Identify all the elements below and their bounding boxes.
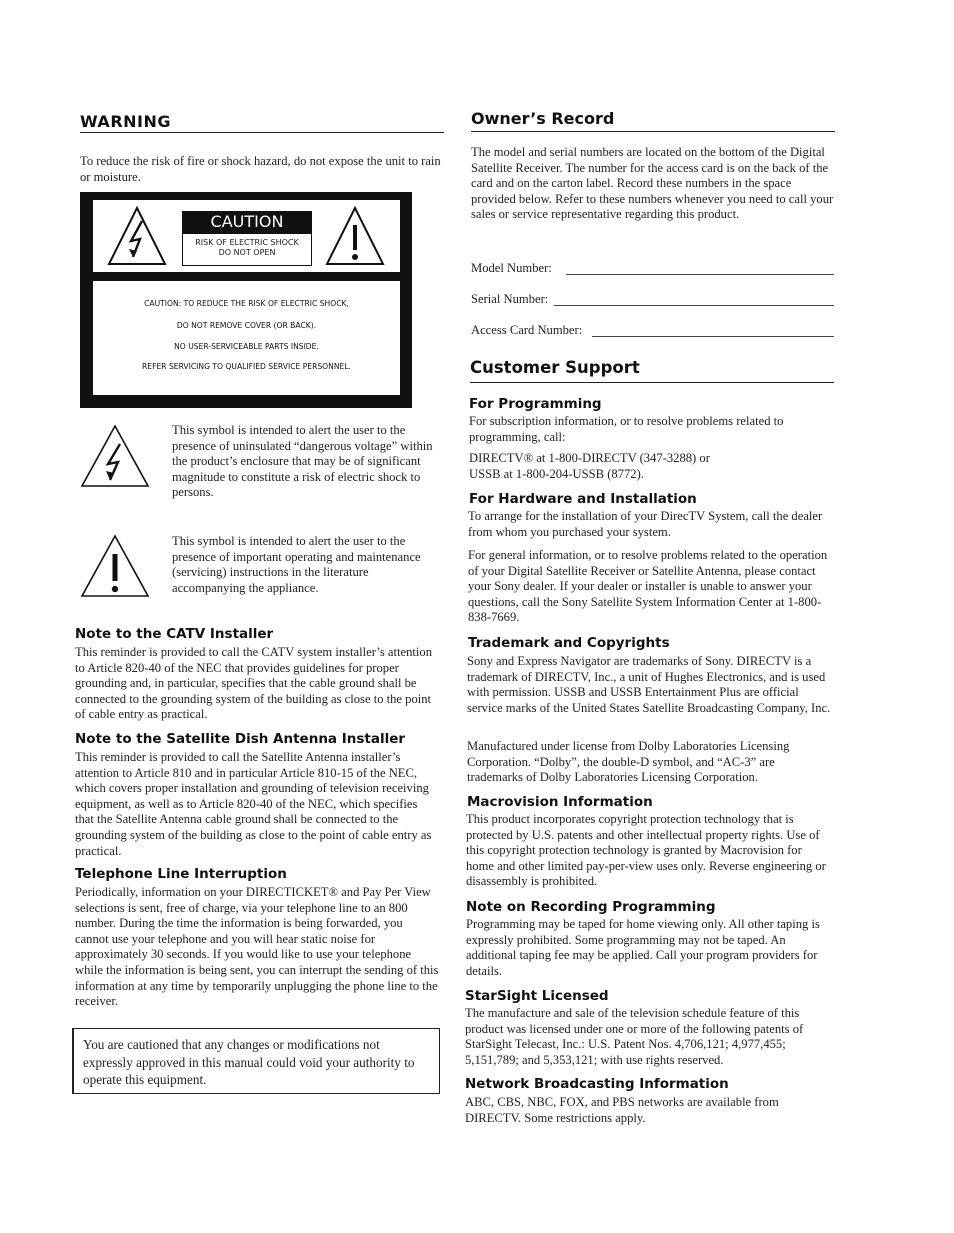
exclamation-symbol-text: This symbol is intended to alert the user to the presence of important operating and maintenance (servicing) instructions in the literature accompanying the appliance. <box>172 534 421 595</box>
programming-text-2: DIRECTV® at 1-800-DIRECTV (347-3288) or USSB at 1-800-204-USSB (8772). <box>469 451 710 481</box>
exclamation-symbol-icon <box>80 534 150 598</box>
hardware-text-1: To arrange for the installation of your DirecTV System, call the dealer from whom you purchased your system. <box>468 509 823 539</box>
caution-sublabel <box>182 233 312 266</box>
warning-text: To reduce the risk of fire or shock hazard, do not expose the unit to rain or moisture. <box>80 154 441 184</box>
starsight-heading: StarSight Licensed <box>465 988 609 1004</box>
owners-record-rule <box>471 131 835 132</box>
access-card-number-label: Access Card Number: <box>471 323 583 337</box>
serial-number-label: Serial Number: <box>471 292 549 306</box>
customer-support-heading: Customer Support <box>470 358 640 377</box>
owners-record-heading: Owner’s Record <box>471 109 615 128</box>
hardware-heading: For Hardware and Installation <box>469 491 697 507</box>
customer-support-rule <box>470 382 834 383</box>
caution-line-1: CAUTION: TO REDUCE THE RISK OF ELECTRIC SHOCK, <box>144 299 349 308</box>
trademark-heading: Trademark and Copyrights <box>468 635 670 651</box>
caution-sub-line-1: RISK OF ELECTRIC SHOCK <box>195 238 299 247</box>
catv-text: This reminder is provided to call the CATV system installer’s attention to Article 820-40 of the NEC that provides guidelines for proper grounding and, in particular, specifies that the cable ground shall be connected to the grounding system of the building as close to the point of cable entry as practical. <box>75 645 432 722</box>
programming-heading: For Programming <box>469 396 602 412</box>
starsight-text: The manufacture and sale of the television schedule feature of this product was licensed under one or more of the following patents of StarSight Telecast, Inc.: U.S. Patent Nos. 4,706,121; 4,977,455; 5,151,789; and 5,353,121; with use rights reserved. <box>465 1006 804 1067</box>
modification-notice-box <box>72 1028 440 1094</box>
exclamation-warning-icon <box>324 205 386 267</box>
satellite-heading: Note to the Satellite Dish Antenna Installer <box>75 731 406 747</box>
macrovision-text: This product incorporates copyright protection technology that is protected by U.S. patents and other intellectual property rights. Use of this copyright protection technology is granted by Macrovision for home and other limited pay-per-view uses only. Reverse engineering or disassembly is prohibited. <box>466 812 826 889</box>
recording-text: Programming may be taped for home viewing only. All other taping is expressly prohibited. Some programming may not be taped. An additional taping fee may be applied. Call your program providers for details. <box>466 917 820 978</box>
programming-text-1: For subscription information, or to resolve problems related to programming, call: <box>469 414 784 444</box>
caution-line-4: REFER SERVICING TO QUALIFIED SERVICE PERSONNEL. <box>142 362 351 371</box>
telephone-text: Periodically, information on your DIRECTICKET® and Pay Per View selections is sent, free of charge, via your telephone line to an 800 number. During the time the information is being forwarded, you cannot use your telephone and you will hear static noise for approximately 30 seconds. If you would like to use your telephone while the information is being sent, you can interrupt the sending of this information at any time by temporarily unplugging the phone line to the receiver. <box>75 885 439 1009</box>
warning-heading: WARNING <box>80 112 171 131</box>
hardware-text-2: For general information, or to resolve problems related to the operation of your Digital Satellite Receiver or Satellite Antenna, please contact your Sony dealer. If your dealer or installer is unable to answer your questions, call the Sony Satellite System Information Center at 1-800-838-7669. <box>468 548 828 625</box>
access-card-number-field[interactable] <box>592 336 834 337</box>
caution-line-2: DO NOT REMOVE COVER (OR BACK). <box>176 321 317 330</box>
voltage-symbol-text: This symbol is intended to alert the user to the presence of uninsulated “dangerous voltage” within the product’s enclosure that may be of significant magnitude to constitute a risk of electric shock to persons. <box>172 423 433 500</box>
recording-heading: Note on Recording Programming <box>466 899 716 915</box>
caution-line-3: NO USER-SERVICEABLE PARTS INSIDE. <box>174 342 319 351</box>
network-text: ABC, CBS, NBC, FOX, and PBS networks are available from DIRECTV. Some restrictions apply. <box>465 1095 779 1125</box>
modification-notice-text: You are cautioned that any changes or modifications not expressly approved in this manual could void your authority to operate this equipment. <box>83 1037 415 1087</box>
warning-rule <box>80 132 444 133</box>
trademark-text-2: Manufactured under license from Dolby Laboratories Licensing Corporation. “Dolby”, the double-D symbol, and “AC-3” are trademarks of Dolby Laboratories Licensing Corporation. <box>467 739 790 785</box>
catv-heading: Note to the CATV Installer <box>75 626 274 642</box>
owners-record-text: The model and serial numbers are located on the bottom of the Digital Satellite Receiver. The number for the access card is on the back of the card and on the carton label. Record these numbers in the space provided below. Refer to these numbers whenever you need to call your sales or service representative regarding this product. <box>471 145 834 222</box>
macrovision-heading: Macrovision Information <box>467 794 653 810</box>
model-number-field[interactable] <box>566 274 834 275</box>
trademark-text-1: Sony and Express Navigator are trademarks of Sony. DIRECTV is a trademark of DIRECTV, Inc., a unit of Hughes Electronics, and is used with permission. USSB and USSB Entertainment Plus are official service marks of the United States Satellite Broadcasting Company, Inc. <box>467 654 831 715</box>
caution-sub-line-2: DO NOT OPEN <box>218 248 276 257</box>
serial-number-field[interactable] <box>554 305 834 306</box>
network-heading: Network Broadcasting Information <box>465 1076 729 1092</box>
lightning-warning-icon <box>106 205 168 267</box>
lightning-symbol-icon <box>80 424 150 488</box>
model-number-label: Model Number: <box>471 261 552 275</box>
satellite-text: This reminder is provided to call the Satellite Antenna installer’s attention to Article 810 and in particular Article 810-15 of the NEC, which covers proper installation and grounding of television receiving equipment, as well as to Article 820-40 of the NEC, which specifies that the Satellite Antenna cable ground shall be connected to the grounding system of the building as close to the point of cable entry as practical. <box>75 750 432 858</box>
caution-label: CAUTION <box>182 211 312 233</box>
telephone-heading: Telephone Line Interruption <box>75 866 287 882</box>
